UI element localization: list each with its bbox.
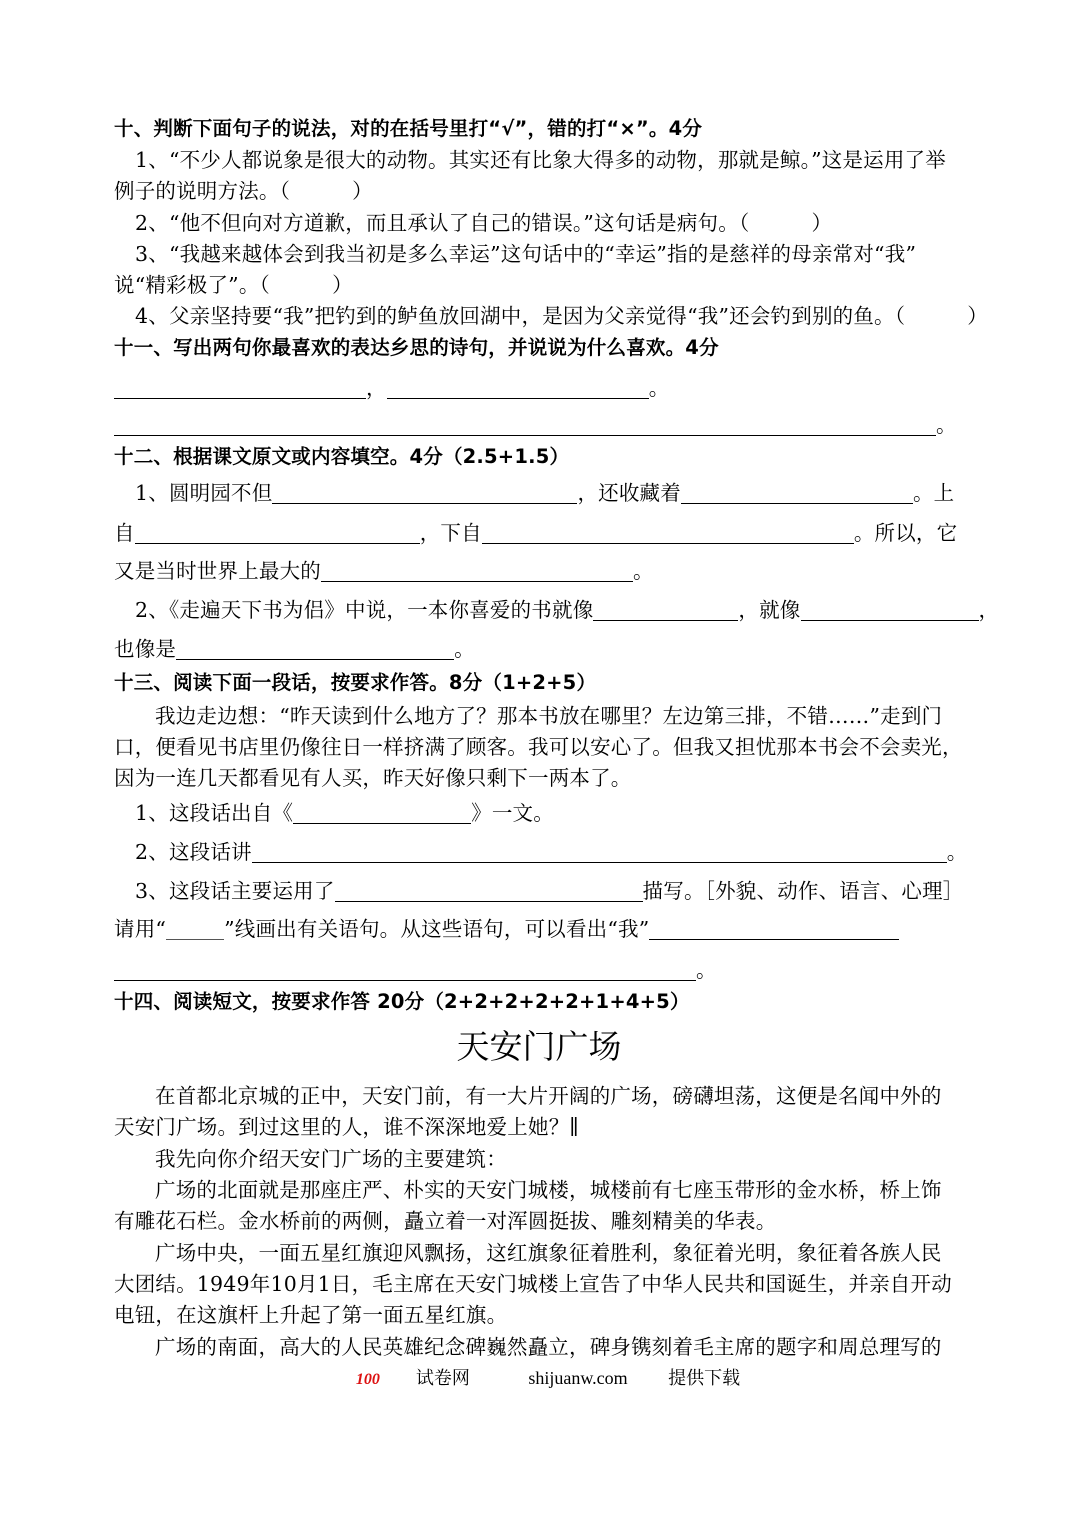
q12-item1-line2: 自 ，下自 。所以，它	[114, 521, 958, 545]
underline-sample	[166, 917, 224, 940]
answer-blank[interactable]	[176, 637, 454, 660]
download-note: 提供下载	[668, 1368, 741, 1388]
answer-blank[interactable]	[135, 521, 420, 544]
q12-item2-line1: 2、《走遍天下书为侣》中说，一本你喜爱的书就像 ，就像 ，	[135, 598, 1000, 622]
q10-item4: 4、父亲坚持要“我”把钓到的鲈鱼放回湖中，是因为父亲觉得“我”还会钓到别的鱼。（ ）	[135, 304, 989, 328]
q13-item1: 1、这段话出自《 》一文。	[135, 801, 554, 825]
article-p1-line2: 天安门广场。到过这里的人，谁不深深地爱上她？∥	[114, 1115, 580, 1139]
q13-heading: 十三、阅读下面一段话，按要求作答。8分（1+2+5）	[114, 671, 597, 694]
article-title: 天安门广场	[456, 1027, 622, 1066]
q13-paragraph-line3: 因为一连几天都看见有人买，昨天好像只剩下一两本了。	[114, 766, 632, 790]
answer-blank[interactable]	[387, 376, 649, 399]
article-p4-line2: 大团结。1949年10月1日，毛主席在天安门城楼上宣告了中华人民共和国诞生，并亲自开动	[114, 1272, 952, 1296]
article-p3-line2: 有雕花石栏。金水桥前的两侧，矗立着一对浑圆挺拔、雕刻精美的华表。	[114, 1209, 777, 1233]
answer-blank[interactable]	[321, 559, 633, 582]
q10-item3-line2: 说“精彩极了”。（ ）	[114, 273, 353, 297]
site-logo	[338, 1368, 488, 1388]
site-domain: shijuanw.com	[528, 1368, 628, 1388]
article-p2: 我先向你介绍天安门广场的主要建筑：	[155, 1147, 507, 1171]
q11-heading: 十一、写出两句你最喜欢的表达乡思的诗句，并说说为什么喜欢。4分	[114, 336, 719, 359]
answer-blank[interactable]	[114, 376, 366, 399]
answer-blank[interactable]	[335, 879, 643, 902]
page-footer	[0, 1365, 1078, 1393]
q12-heading: 十二、根据课文原文或内容填空。4分（2.5+1.5）	[114, 445, 570, 468]
answer-blank[interactable]	[681, 481, 913, 504]
answer-blank[interactable]	[482, 521, 854, 544]
q14-heading: 十四、阅读短文，按要求作答 20分（2+2+2+2+2+1+4+5）	[114, 990, 690, 1013]
answer-blank[interactable]	[649, 917, 899, 940]
q11-answer-line2: 。	[114, 410, 974, 440]
logo-number: 100	[355, 1371, 380, 1388]
q13-item3-line2: 请用“ ”线画出有关语句。从这些语句，可以看出“我”	[114, 914, 974, 944]
q12-item1-line3: 又是当时世界上最大的 。	[114, 559, 654, 583]
q10-item1-line1: 1、“不少人都说象是很大的动物。其实还有比象大得多的动物，那就是鲸。”这是运用了举	[135, 148, 946, 172]
answer-blank[interactable]	[593, 598, 738, 621]
answer-blank[interactable]	[801, 598, 979, 621]
answer-blank[interactable]	[293, 801, 471, 824]
q10-item2: 2、“他不但向对方道歉，而且承认了自己的错误。”这句话是病句。（ ）	[135, 211, 833, 235]
q13-paragraph-line1: 我边走边想：“昨天读到什么地方了？那本书放在哪里？左边第三排，不错……”走到门	[155, 704, 943, 728]
article-p4-line1: 广场中央，一面五星红旗迎风飘扬，这红旗象征着胜利，象征着光明，象征着各族人民	[155, 1241, 942, 1265]
article-p5-line1: 广场的南面，高大的人民英雄纪念碑巍然矗立，碑身镌刻着毛主席的题字和周总理写的	[155, 1335, 942, 1359]
answer-blank[interactable]	[272, 481, 577, 504]
article-p3-line1: 广场的北面就是那座庄严、朴实的天安门城楼，城楼前有七座玉带形的金水桥，桥上饰	[155, 1178, 942, 1202]
q10-heading: 十、判断下面句子的说法，对的在括号里打“√”，错的打“×”。4分	[114, 117, 703, 140]
answer-blank[interactable]	[114, 413, 936, 436]
site-name: 试卷网	[415, 1368, 470, 1388]
q12-item1-line1: 1、圆明园不但 ，还收藏着 。上	[135, 481, 955, 505]
q13-paragraph-line2: 口，便看见书店里仍像往日一样挤满了顾客。我可以安心了。但我又担忧那本书会不会卖光，	[114, 735, 963, 759]
answer-blank[interactable]	[252, 840, 947, 863]
article-p4-line3: 电钮，在这旗杆上升起了第一面五星红旗。	[114, 1303, 508, 1327]
q10-item1-line2: 例子的说明方法。（ ）	[114, 179, 373, 203]
q13-item3-line1: 3、这段话主要运用了 描写。［外貌、动作、语言、心理］	[135, 879, 964, 903]
q13-item2: 2、这段话讲 。	[135, 840, 968, 864]
q13-item3-line3: 。	[114, 955, 974, 985]
article-p1-line1: 在首都北京城的正中，天安门前，有一大片开阔的广场，磅礴坦荡，这便是名闻中外的	[155, 1084, 942, 1108]
q11-answer-line1: ， 。	[114, 373, 974, 403]
q12-item2-line2: 也像是 。	[114, 637, 475, 661]
q10-item3-line1: 3、“我越来越体会到我当初是多么幸运”这句话中的“幸运”指的是慈祥的母亲常对“我”	[135, 242, 917, 266]
answer-blank[interactable]	[114, 958, 696, 981]
